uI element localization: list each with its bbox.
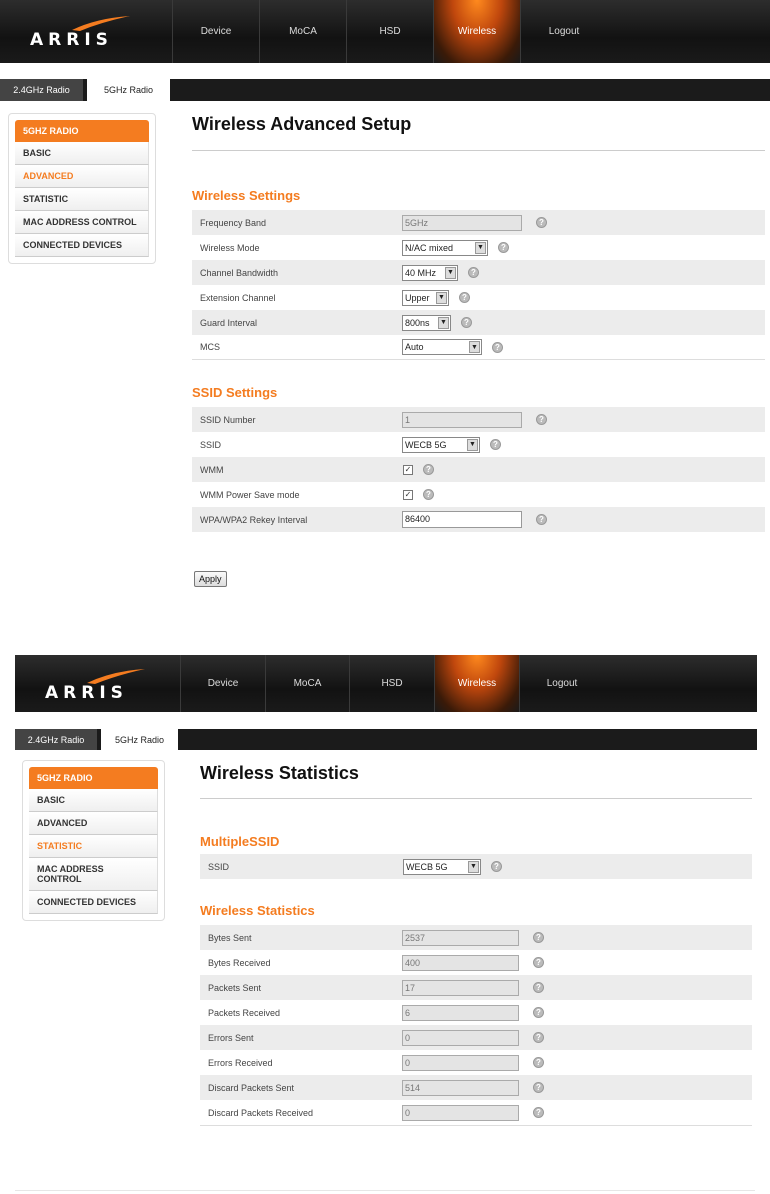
stat-value: 400	[402, 955, 519, 971]
nav-logout[interactable]: Logout	[519, 655, 604, 712]
wireless-mode-row	[192, 235, 765, 260]
stat-value: 0	[402, 1055, 519, 1071]
nav-hsd[interactable]: HSD	[346, 0, 433, 63]
chevron-down-icon: ▼	[436, 292, 447, 304]
statistics-panel	[15, 655, 757, 1155]
nav-device[interactable]: Device	[172, 0, 259, 63]
page-bottom-divider	[15, 1190, 755, 1191]
question-icon[interactable]: ?	[536, 514, 547, 525]
wireless-settings-heading: Wireless Settings	[192, 188, 301, 203]
sidebar-item-basic[interactable]: BASIC	[29, 789, 158, 812]
stat-label: Bytes Received	[208, 957, 271, 968]
question-icon[interactable]: ?	[533, 982, 544, 993]
question-icon[interactable]: ?	[459, 292, 470, 303]
channel-bandwidth-select[interactable]	[402, 265, 458, 281]
question-icon[interactable]: ?	[491, 861, 502, 872]
chevron-down-icon: ▼	[469, 341, 480, 353]
stat-value: 2537	[402, 930, 519, 946]
question-icon[interactable]: ?	[533, 932, 544, 943]
stat-label: Errors Sent	[208, 1032, 254, 1043]
tab-24ghz-radio[interactable]: 2.4GHz Radio	[0, 79, 83, 101]
sidebar-item-connected-devices[interactable]: CONNECTED DEVICES	[15, 234, 149, 257]
channel-bandwidth-row	[192, 260, 765, 285]
ssid-value: WECB 5G	[405, 439, 447, 450]
channel-bandwidth-label: Channel Bandwidth	[200, 267, 279, 278]
guard-interval-label: Guard Interval	[200, 317, 258, 328]
guard-interval-select[interactable]	[402, 315, 451, 331]
stat-value: 6	[402, 1005, 519, 1021]
wireless-mode-value: N/AC mixed	[405, 242, 454, 253]
chevron-down-icon: ▼	[475, 242, 486, 254]
question-icon[interactable]: ?	[461, 317, 472, 328]
page-title: Wireless Advanced Setup	[192, 114, 412, 134]
chevron-down-icon: ▼	[438, 317, 449, 329]
sidebar-item-basic[interactable]: BASIC	[15, 142, 149, 165]
arris-logo	[45, 667, 155, 703]
question-icon[interactable]: ?	[468, 267, 479, 278]
top-nav-bar	[15, 655, 757, 712]
question-icon[interactable]: ?	[533, 1082, 544, 1093]
guard-interval-value: 800ns	[405, 317, 430, 328]
mcs-row	[192, 335, 765, 360]
stat-label: Errors Received	[208, 1057, 273, 1068]
extension-channel-row	[192, 285, 765, 310]
mcs-value: Auto	[405, 342, 424, 352]
stat-label: Bytes Sent	[208, 932, 252, 943]
extension-channel-select[interactable]	[402, 290, 449, 306]
wireless-statistics-heading: Wireless Statistics	[200, 903, 315, 918]
stat-label: Packets Received	[208, 1007, 281, 1018]
question-icon[interactable]: ?	[498, 242, 509, 253]
wmm-label: WMM	[200, 464, 224, 475]
wmm-row	[192, 457, 765, 482]
chevron-down-icon: ▼	[467, 439, 478, 451]
stat-label: Discard Packets Sent	[208, 1082, 295, 1093]
question-icon[interactable]: ?	[533, 1107, 544, 1118]
question-icon[interactable]: ?	[423, 464, 434, 475]
brand-name: ARRIS	[30, 30, 113, 50]
nav-hsd[interactable]: HSD	[349, 655, 434, 712]
brand-name: ARRIS	[45, 683, 128, 703]
table-row	[200, 1075, 752, 1100]
stat-value: 514	[402, 1080, 519, 1096]
wireless-mode-label: Wireless Mode	[200, 242, 260, 253]
wmm-checkbox[interactable]: ✓	[404, 465, 412, 474]
nav-moca[interactable]: MoCA	[265, 655, 349, 712]
table-row	[200, 925, 752, 950]
tab-5ghz-radio[interactable]: 5GHz Radio	[87, 79, 170, 101]
chevron-down-icon: ▼	[468, 861, 479, 873]
rekey-interval-row	[192, 507, 765, 532]
sidebar-item-advanced[interactable]: ADVANCED	[29, 812, 158, 835]
sidebar-item-statistic[interactable]: STATISTIC	[15, 188, 149, 211]
ssid-number-label: SSID Number	[200, 414, 256, 425]
sidebar-item-statistic[interactable]: STATISTIC	[29, 835, 158, 858]
nav-wireless[interactable]: Wireless	[433, 0, 520, 63]
ssid-row	[200, 854, 752, 879]
ssid-settings-table	[192, 407, 765, 532]
sidebar-title: 5GHZ RADIO	[15, 120, 149, 142]
ssid-select[interactable]	[403, 859, 481, 875]
wireless-statistics-table	[200, 925, 752, 1126]
guard-interval-row	[192, 310, 765, 335]
main-nav	[180, 655, 604, 712]
nav-device[interactable]: Device	[180, 655, 265, 712]
mcs-select[interactable]	[402, 339, 482, 355]
tab-24ghz-radio[interactable]: 2.4GHz Radio	[15, 729, 97, 750]
channel-bandwidth-value: 40 MHz	[405, 267, 437, 278]
table-row	[200, 1100, 752, 1125]
sidebar	[22, 760, 165, 921]
ssid-settings-heading: SSID Settings	[192, 385, 278, 400]
question-icon[interactable]: ?	[533, 1007, 544, 1018]
nav-moca[interactable]: MoCA	[259, 0, 346, 63]
page-title: Wireless Statistics	[200, 763, 359, 783]
stat-value: 17	[402, 980, 519, 996]
top-nav-bar	[0, 0, 770, 63]
sidebar	[8, 113, 156, 264]
question-icon[interactable]: ?	[533, 1032, 544, 1043]
title-divider	[200, 798, 752, 799]
frequency-band-field: 5GHz	[402, 215, 522, 231]
sidebar-item-advanced[interactable]: ADVANCED	[15, 165, 149, 188]
ssid-select[interactable]	[402, 437, 480, 453]
nav-wireless[interactable]: Wireless	[434, 655, 519, 712]
stat-value: 0	[402, 1105, 519, 1121]
wmm-power-save-label: WMM Power Save mode	[200, 489, 300, 500]
wireless-mode-select[interactable]	[402, 240, 488, 256]
sidebar-title: 5GHZ RADIO	[29, 767, 158, 789]
ssid-number-field: 1	[402, 412, 522, 428]
table-row	[200, 975, 752, 1000]
ssid-value: WECB 5G	[406, 861, 448, 872]
table-row	[200, 1000, 752, 1025]
table-row	[200, 1050, 752, 1075]
question-icon[interactable]: ?	[536, 217, 547, 228]
sidebar-item-mac-address-control[interactable]: MAC ADDRESS CONTROL	[29, 858, 158, 891]
frequency-band-row	[192, 210, 765, 235]
wmm-power-save-row	[192, 482, 765, 507]
sidebar-item-connected-devices[interactable]: CONNECTED DEVICES	[29, 891, 158, 914]
arris-logo	[30, 14, 140, 50]
stat-value: 0	[402, 1030, 519, 1046]
ssid-label: SSID	[208, 861, 230, 872]
ssid-row	[192, 432, 765, 457]
question-icon[interactable]: ?	[536, 414, 547, 425]
frequency-band-label: Frequency Band	[200, 217, 267, 228]
chevron-down-icon: ▼	[445, 267, 456, 279]
stat-label: Discard Packets Received	[208, 1107, 314, 1118]
main-nav	[172, 0, 607, 63]
rekey-interval-input[interactable]: 86400	[402, 511, 522, 528]
table-row	[200, 1025, 752, 1050]
question-icon[interactable]: ?	[423, 489, 434, 500]
apply-button[interactable]: Apply	[194, 571, 227, 587]
wmm-power-save-checkbox[interactable]: ✓	[404, 490, 412, 499]
question-icon[interactable]: ?	[492, 342, 503, 353]
question-icon[interactable]: ?	[533, 1057, 544, 1068]
extension-channel-value: Upper	[405, 292, 430, 303]
mcs-label: MCS	[200, 342, 220, 352]
radio-tab-bar	[0, 79, 770, 101]
tab-5ghz-radio[interactable]: 5GHz Radio	[101, 729, 178, 750]
title-divider	[192, 150, 765, 151]
wireless-settings-table	[192, 210, 765, 360]
ssid-label: SSID	[200, 439, 222, 450]
ssid-number-row	[192, 407, 765, 432]
multiple-ssid-heading: MultipleSSID	[200, 834, 280, 849]
table-row	[200, 950, 752, 975]
multiple-ssid-table	[200, 854, 752, 879]
rekey-interval-label: WPA/WPA2 Rekey Interval	[200, 514, 308, 525]
nav-logout[interactable]: Logout	[520, 0, 607, 63]
sidebar-item-mac-address-control[interactable]: MAC ADDRESS CONTROL	[15, 211, 149, 234]
extension-channel-label: Extension Channel	[200, 292, 276, 303]
radio-tab-bar	[15, 729, 757, 750]
question-icon[interactable]: ?	[533, 957, 544, 968]
question-icon[interactable]: ?	[490, 439, 501, 450]
stat-label: Packets Sent	[208, 982, 262, 993]
